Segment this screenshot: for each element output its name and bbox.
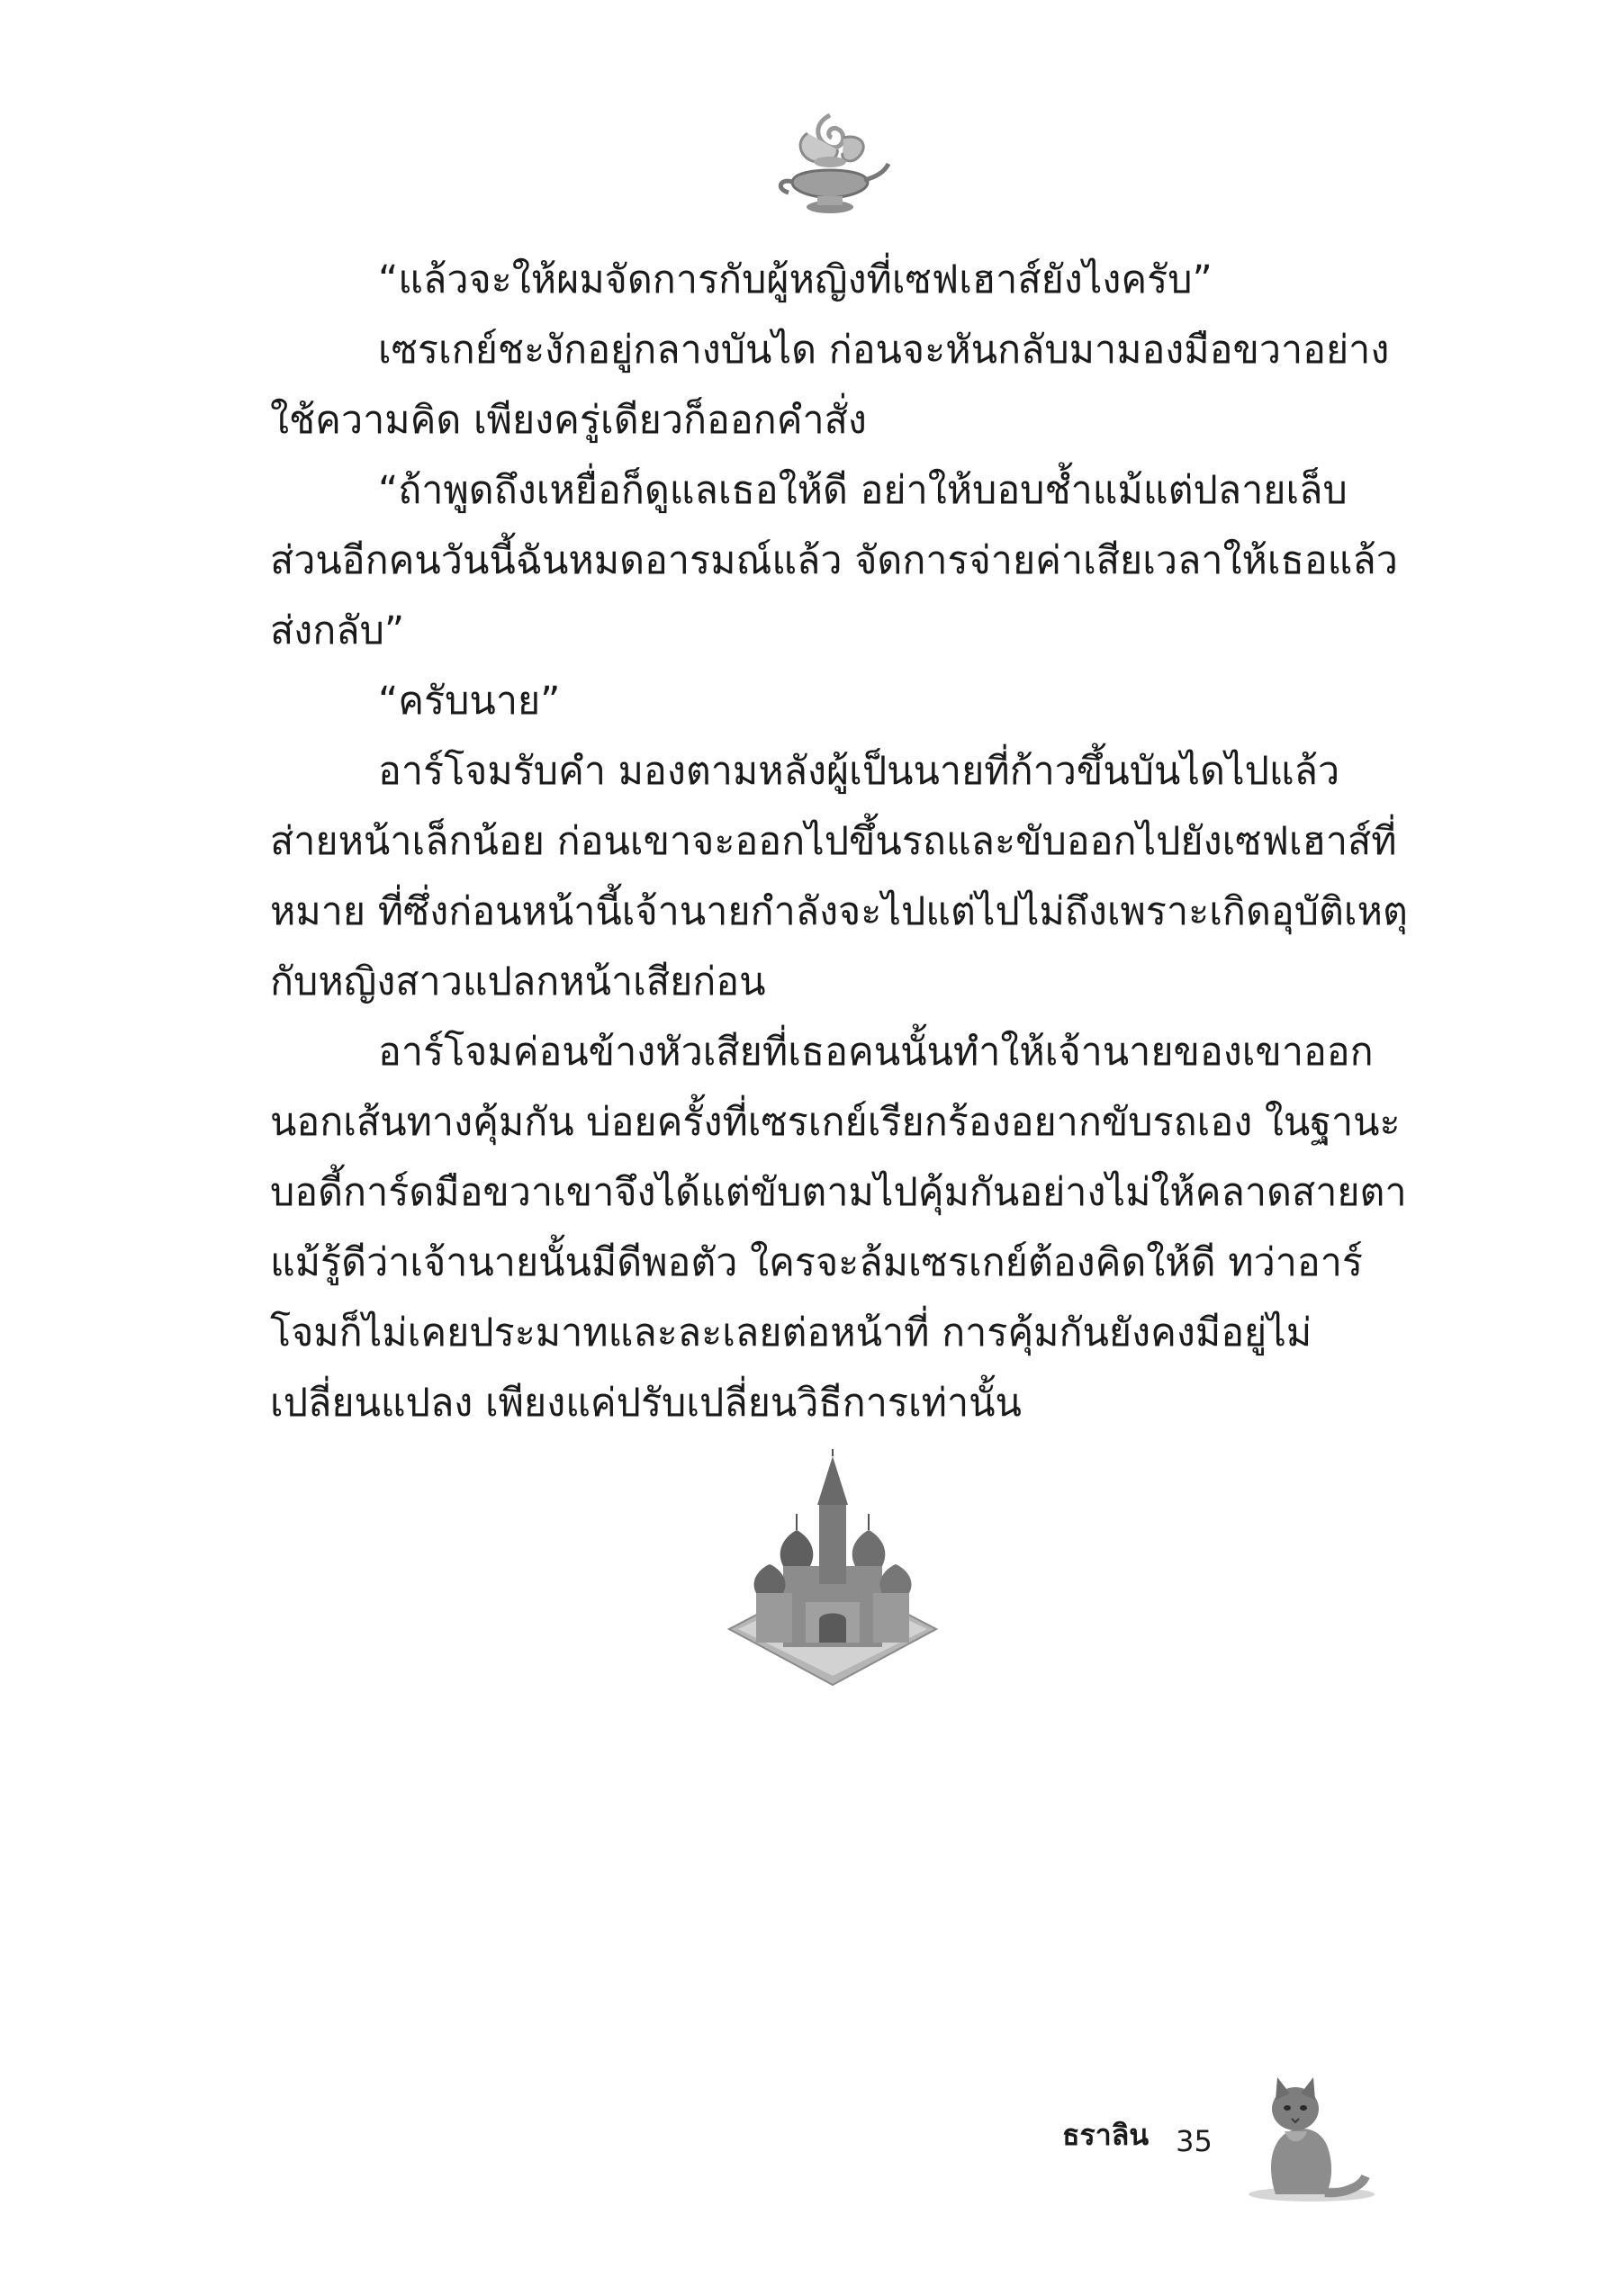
- paragraph: “แล้วจะให้ผมจัดการกับผู้หญิงที่เซฟเฮาส์ยังไงครับ”: [378, 257, 1213, 302]
- cat-icon: [1240, 2068, 1375, 2203]
- cathedral-icon: [720, 1449, 945, 1692]
- paragraph: “ถ้าพูดถึงเหยื่อก็ดูแลเธอให้ดี อย่าให้บอบช้ำแม้แต่ปลายเล็บ ส่วนอีกคนวันนี้ฉันหมดอารมณ์แล้ว จัดการจ่ายค่าเสียเวลาให้เธอแล้วส่งกลับ”: [270, 468, 1398, 653]
- author-name: ธราลิน: [1062, 2118, 1150, 2152]
- paragraph: เซรเกย์ชะงักอยู่กลางบันได ก่อนจะหันกลับมามองมือขวาอย่างใช้ความคิด เพียงครู่เดียวก็ออกคำสั่ง: [270, 328, 1390, 443]
- paragraph: อาร์โจมค่อนข้างหัวเสียที่เธอคนนั้นทำให้เจ้านายของเขาออกนอกเส้นทางคุ้มกัน บ่อยครั้งที่เซรเกย์เรียกร้องอยากขับรถเอง ในฐานะบอดี้การ์ดมือขวาเขาจึงได้แต่ขับตามไปคุ้มกันอย่างไม่ให้คลาดสายตา แม้รู้ดีว่าเจ้านายนั้นมีดีพอตัว ใครจะล้มเซรเกย์ต้องคิดให้ดี ทว่าอาร์โจมก็ไม่เคยประมาทและละเลยต่อหน้าที่ การคุ้มกันยังคงมีอยู่ไม่เปลี่ยนแปลง เพียงแค่ปรับเปลี่ยนวิธีการเท่านั้น: [270, 1030, 1407, 1426]
- page-footer: [1062, 2068, 1375, 2203]
- chapter-body-text: [270, 245, 1409, 1438]
- paragraph: อาร์โจมรับคำ มองตามหลังผู้เป็นนายที่ก้าวขึ้นบันไดไปแล้ว ส่ายหน้าเล็กน้อย ก่อนเขาจะออกไปขึ้นรถและขับออกไปยังเซฟเฮาส์ที่หมาย ที่ซึ่งก่อนหน้านี้เจ้านายกำลังจะไปแต่ไปไม่ถึงเพราะเกิดอุบัติเหตุกับหญิงสาวแปลกหน้าเสียก่อน: [270, 749, 1408, 1004]
- page-number: 35: [1176, 2124, 1213, 2158]
- genie-lamp-icon: [767, 106, 893, 232]
- paragraph: “ครับนาย”: [378, 679, 561, 724]
